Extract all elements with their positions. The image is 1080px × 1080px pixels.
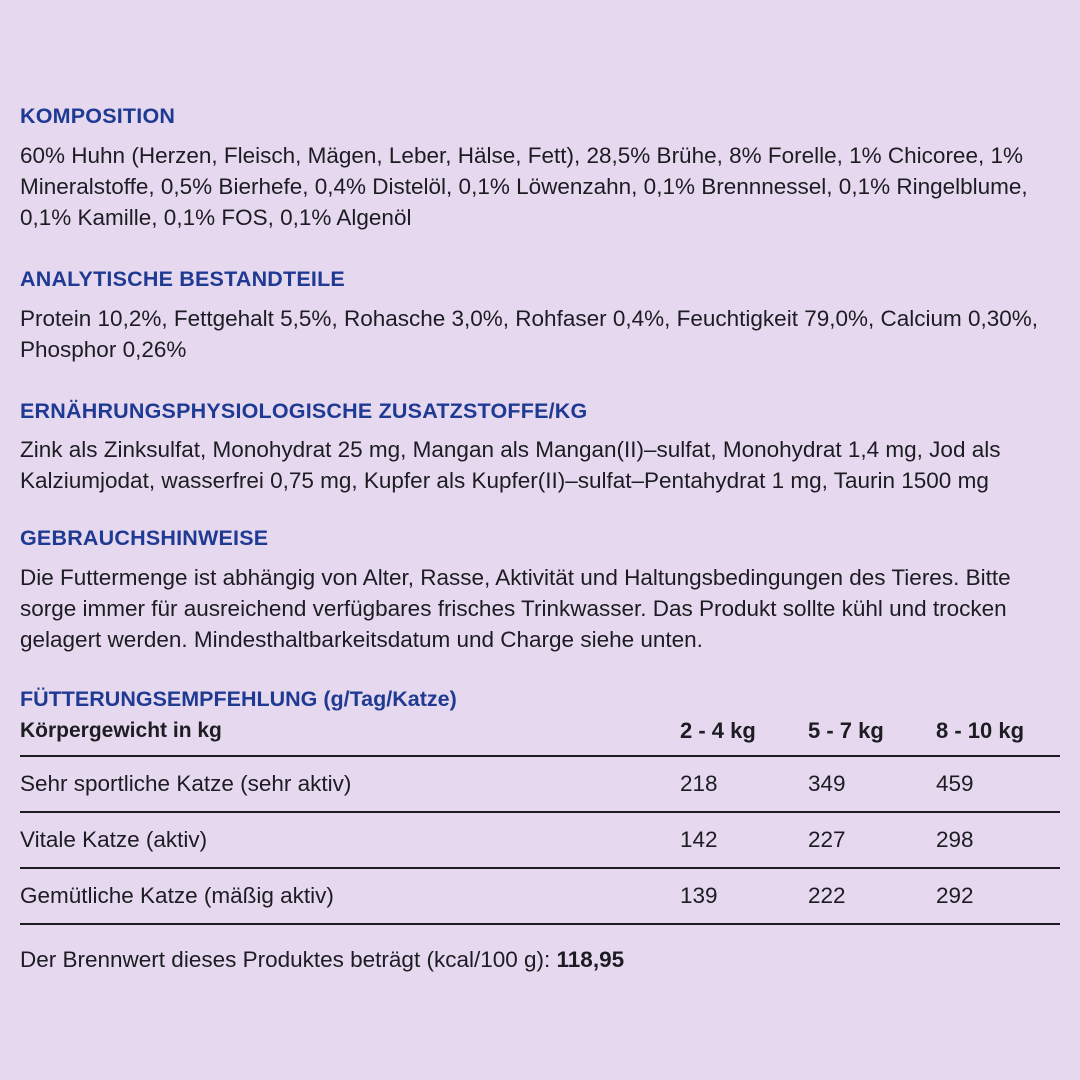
section-title-komposition: KOMPOSITION <box>20 104 176 128</box>
row-value-8-10kg: 292 <box>936 868 1060 924</box>
feeding-table-head <box>20 718 1060 756</box>
row-value-5-7kg: 222 <box>808 868 936 924</box>
column-header-5-7kg: 5 - 7 kg <box>808 718 936 756</box>
table-row <box>20 812 1060 868</box>
row-value-8-10kg: 459 <box>936 756 1060 812</box>
row-label: Vitale Katze (aktiv) <box>20 812 680 868</box>
column-header-2-4kg: 2 - 4 kg <box>680 718 808 756</box>
section-gebrauchshinweise <box>20 526 1056 655</box>
energy-content-note <box>20 945 1056 975</box>
row-value-2-4kg: 139 <box>680 868 808 924</box>
section-body-analytische-bestandteile: Protein 10,2%, Fettgehalt 5,5%, Rohasche 3,0%, Rohfaser 0,4%, Feuchtigkeit 79,0%, Calcium 0,30%, Phosphor 0,26% <box>20 305 1039 362</box>
table-row <box>20 756 1060 812</box>
section-fuetterungsempfehlung <box>20 687 1056 975</box>
section-title-zusatzstoffe: ERNÄHRUNGSPHYSIOLOGISCHE ZUSATZSTOFFE/KG <box>20 398 588 423</box>
row-value-2-4kg: 142 <box>680 812 808 868</box>
column-header-bodyweight: Körpergewicht in kg <box>20 718 680 756</box>
table-row <box>20 868 1060 924</box>
column-header-8-10kg: 8 - 10 kg <box>936 718 1060 756</box>
feeding-table <box>20 718 1060 925</box>
section-title-gebrauchshinweise: GEBRAUCHSHINWEISE <box>20 526 269 551</box>
row-label: Gemütliche Katze (mäßig aktiv) <box>20 868 680 924</box>
table-header-row <box>20 718 1060 756</box>
row-value-5-7kg: 349 <box>808 756 936 812</box>
section-zusatzstoffe <box>20 399 1056 497</box>
section-body-gebrauchshinweise: Die Futtermenge ist abhängig von Alter, Rasse, Aktivität und Haltungsbedingungen des Tieres. Bitte sorge immer für ausreichend verfügbares frisches Trinkwasser. Das Produkt sollte kühl und trocken gelagert werden. Mindesthaltbarkeitsdatum und Charge siehe unten. <box>20 565 1011 653</box>
row-label: Sehr sportliche Katze (sehr aktiv) <box>20 756 680 812</box>
section-title-analytische-bestandteile: ANALYTISCHE BESTANDTEILE <box>20 266 345 291</box>
section-body-zusatzstoffe: Zink als Zinksulfat, Monohydrat 25 mg, Mangan als Mangan(II)–sulfat, Monohydrat 1,4 mg, Jod als Kalziumjodat, wasserfrei 0,75 mg, Kupfer als Kupfer(II)–sulfat–Pentahydrat 1 mg, Taurin 1500 mg <box>20 437 1001 494</box>
feeding-table-body <box>20 756 1060 924</box>
section-komposition <box>20 104 1056 233</box>
section-title-fuetterungsempfehlung: FÜTTERUNGSEMPFEHLUNG (g/Tag/Katze) <box>20 687 457 712</box>
row-value-8-10kg: 298 <box>936 812 1060 868</box>
section-body-komposition: 60% Huhn (Herzen, Fleisch, Mägen, Leber, Hälse, Fett), 28,5% Brühe, 8% Forelle, 1% Chicoree, 1% Mineralstoffe, 0,5% Bierhefe, 0,4% Distelöl, 0,1% Löwenzahn, 0,1% Brennnessel, 0,1% Ringelblume, 0,1% Kamille, 0,1% FOS, 0,1% Algenöl <box>20 142 1028 230</box>
energy-content-value: 118,95 <box>556 947 625 973</box>
row-value-5-7kg: 227 <box>808 812 936 868</box>
energy-content-label: Der Brennwert dieses Produktes beträgt (kcal/100 g): <box>20 947 557 973</box>
row-value-2-4kg: 218 <box>680 756 808 812</box>
section-analytische-bestandteile <box>20 267 1056 365</box>
